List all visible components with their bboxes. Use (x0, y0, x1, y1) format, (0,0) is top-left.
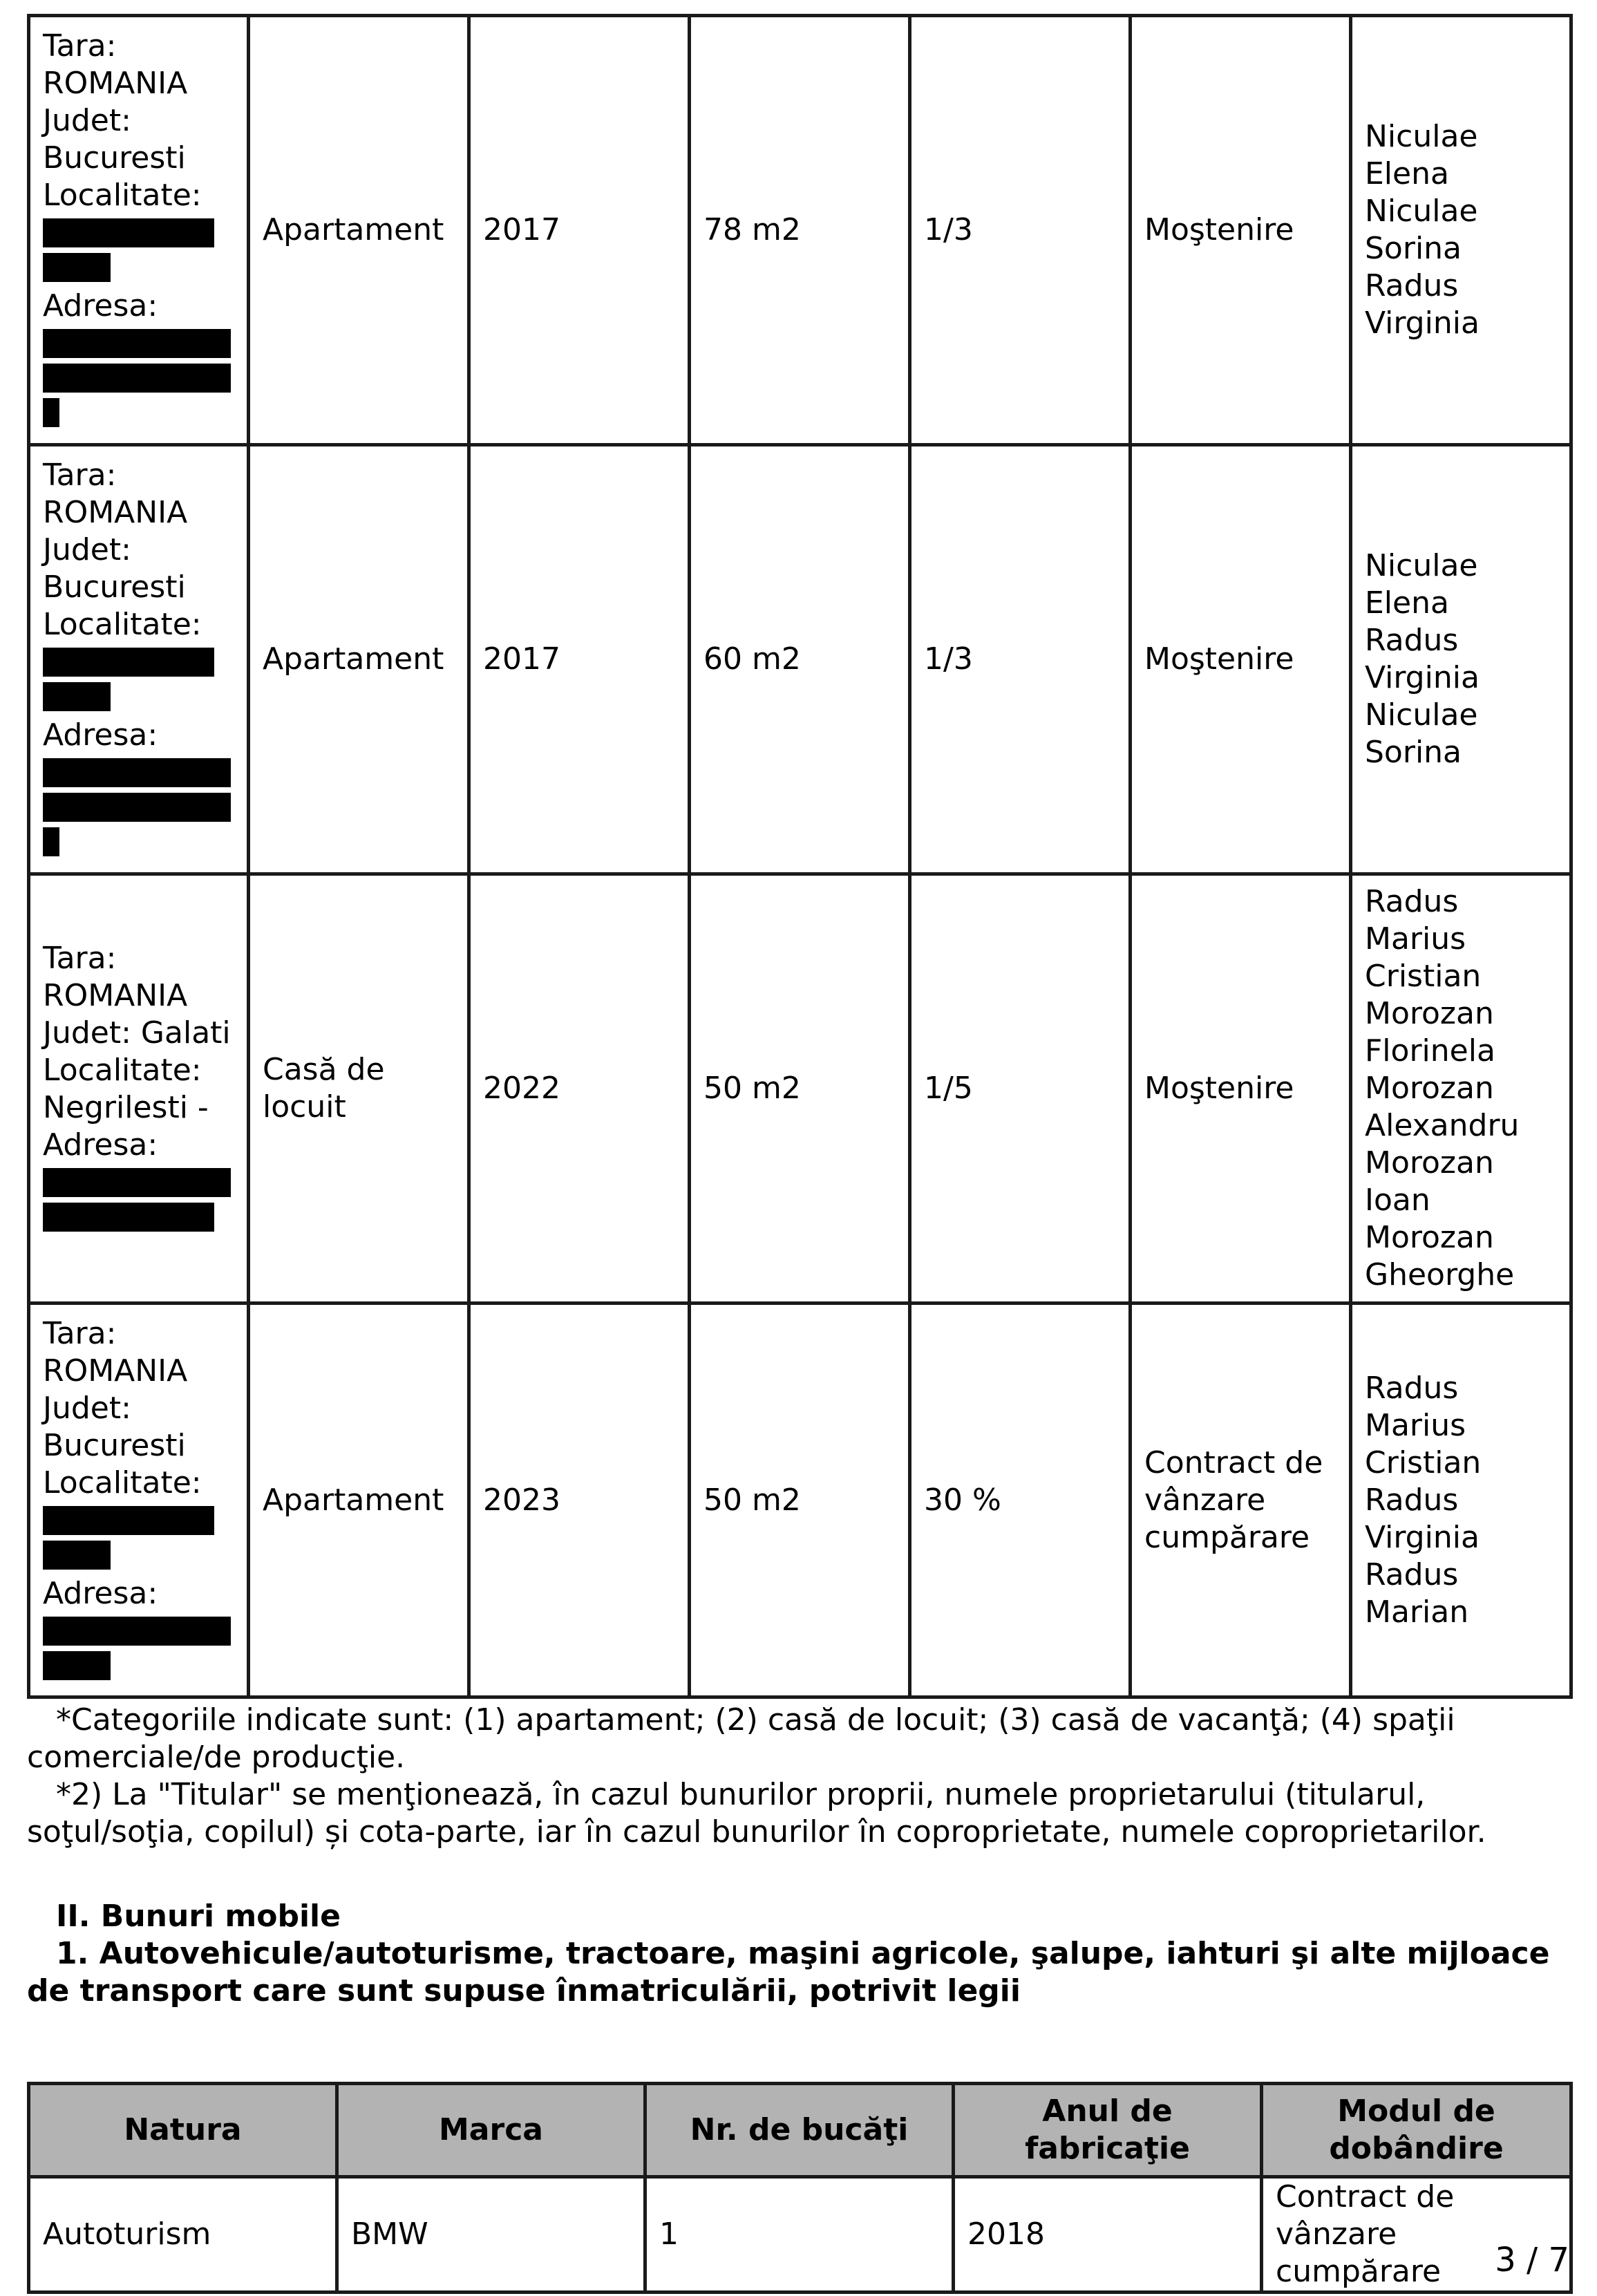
redaction-bar (43, 793, 231, 822)
owner-cell: Radus Marius Cristian Morozan Florinela Morozan Alexandru Morozan Ioan Morozan Gheorghe (1351, 874, 1571, 1304)
location-cell: Tara: ROMANIA Judet: Galati Localitate: Negrilesti - Adresa: (29, 874, 249, 1304)
table-cell: 1 (645, 2177, 954, 2293)
owner-cell: Niculae Elena Niculae Sorina Radus Virginia (1351, 16, 1571, 445)
year-cell: 2022 (469, 874, 690, 1304)
category-cell: Apartament (249, 445, 469, 874)
redaction-bar (43, 682, 111, 711)
location-cell: Tara: ROMANIA Judet: Bucuresti Localitate: Adresa: (29, 445, 249, 874)
column-header: Nr. de bucăţi (645, 2084, 954, 2177)
redaction-bar (43, 1541, 111, 1570)
area-cell: 50 m2 (690, 874, 910, 1304)
location-cell: Tara: ROMANIA Judet: Bucuresti Localitate: Adresa: (29, 1304, 249, 1697)
area-cell: 60 m2 (690, 445, 910, 874)
vehicles-table (27, 2082, 1573, 2294)
table-row (29, 1304, 1571, 1697)
redaction-bar (43, 1168, 231, 1197)
footnote-categories: *Categoriile indicate sunt: (1) apartament; (2) casă de locuit; (3) casă de vacanţă; (4) spaţii comerciale/de producţie. (27, 1702, 1455, 1775)
section-heading (27, 1898, 1569, 1935)
share-cell: 30 % (910, 1304, 1131, 1697)
redaction-bar (43, 1506, 214, 1535)
year-cell: 2017 (469, 16, 690, 445)
page-number: 3 / 7 (1495, 2241, 1569, 2279)
table-row (29, 16, 1571, 445)
redaction-bar (43, 398, 59, 427)
owner-cell: Niculae Elena Radus Virginia Niculae Sorina (1351, 445, 1571, 874)
subsection-heading (27, 1935, 1569, 2010)
footnote-titular: *2) La "Titular" se menţionează, în cazul bunurilor proprii, numele proprietarului (titularul, soţul/soţia, copilul) și cota-parte, iar în cazul bunurilor în coproprietate, numele coproprietarilor. (27, 1777, 1486, 1850)
location-cell: Tara: ROMANIA Judet: Bucuresti Localitate: Adresa: (29, 16, 249, 445)
redaction-bar (43, 253, 111, 282)
redaction-bar (43, 1203, 214, 1232)
redaction-bar (43, 758, 231, 787)
table-row (29, 2177, 1571, 2293)
area-cell: 78 m2 (690, 16, 910, 445)
column-header: Natura (29, 2084, 337, 2177)
table-cell: Autoturism (29, 2177, 337, 2293)
footnotes (27, 1702, 1569, 1851)
table-cell: BMW (337, 2177, 645, 2293)
acquisition-mode-cell: Contract de vânzare cumpărare (1131, 1304, 1351, 1697)
redaction-bar (43, 218, 214, 247)
table-header-row (29, 2084, 1571, 2177)
acquisition-mode-cell: Moştenire (1131, 445, 1351, 874)
real-estate-table (27, 14, 1573, 1699)
section-title: II. Bunuri mobile (56, 1899, 341, 1934)
acquisition-mode-cell: Moştenire (1131, 16, 1351, 445)
redaction-bar (43, 364, 231, 393)
acquisition-mode-cell: Moştenire (1131, 874, 1351, 1304)
share-cell: 1/3 (910, 445, 1131, 874)
category-cell: Apartament (249, 16, 469, 445)
column-header: Marca (337, 2084, 645, 2177)
column-header: Anul de fabricaţie (954, 2084, 1262, 2177)
column-header: Modul de dobândire (1262, 2084, 1571, 2177)
year-cell: 2023 (469, 1304, 690, 1697)
redaction-bar (43, 827, 59, 856)
table-cell: 2018 (954, 2177, 1262, 2293)
table-row (29, 874, 1571, 1304)
area-cell: 50 m2 (690, 1304, 910, 1697)
category-cell: Apartament (249, 1304, 469, 1697)
redaction-bar (43, 1617, 231, 1646)
subsection-title: 1. Autovehicule/autoturisme, tractoare, maşini agricole, şalupe, iahturi şi alte mijloace de transport care sunt supuse înmatriculării, potrivit legii (27, 1936, 1550, 2008)
redaction-bar (43, 1651, 111, 1680)
year-cell: 2017 (469, 445, 690, 874)
category-cell: Casă de locuit (249, 874, 469, 1304)
share-cell: 1/5 (910, 874, 1131, 1304)
owner-cell: Radus Marius Cristian Radus Virginia Radus Marian (1351, 1304, 1571, 1697)
table-cell: Contract de vânzare cumpărare (1262, 2177, 1571, 2293)
table-row (29, 445, 1571, 874)
redaction-bar (43, 329, 231, 358)
share-cell: 1/3 (910, 16, 1131, 445)
redaction-bar (43, 648, 214, 677)
